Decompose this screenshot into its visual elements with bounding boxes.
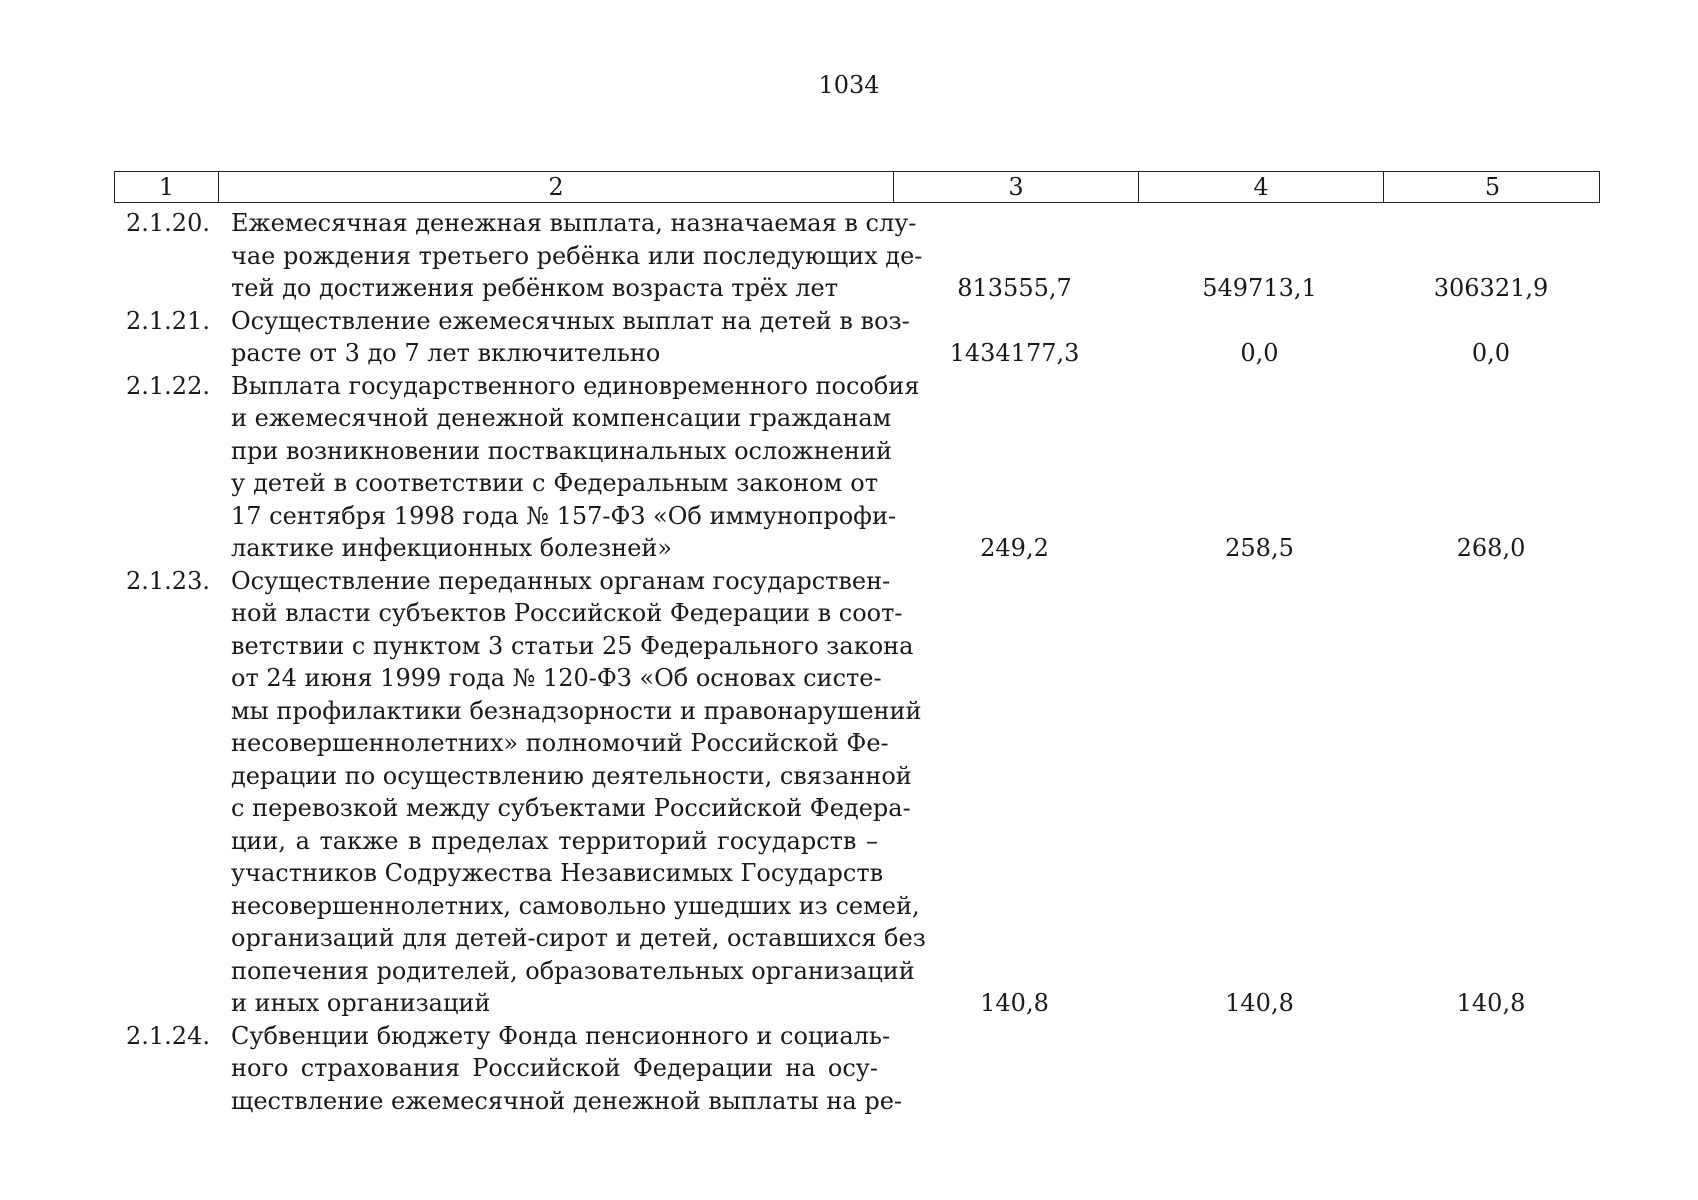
description-line: Ежемесячная денежная выплата, назначаемая в слу- xyxy=(231,209,917,237)
row-value-col3: 249,2 xyxy=(980,534,1049,562)
description-line: ции, а также в пределах территорий государств – xyxy=(231,826,878,855)
description-line: мы профилактики безнадзорности и правонарушений xyxy=(231,696,922,725)
description-line: несовершеннолетних, самовольно ушедших из семей, xyxy=(231,891,920,920)
description-line: несовершеннолетних» полномочий Российской Фе- xyxy=(231,729,889,757)
description-line: от 24 июня 1999 года № 120-ФЗ «Об основах систе- xyxy=(231,664,882,692)
description-line: организаций для детей-сирот и детей, оставшихся без xyxy=(231,924,926,952)
row-value-col5: 268,0 xyxy=(1456,534,1526,562)
description-line: и иных организаций xyxy=(231,989,491,1017)
description-line: 17 сентября 1998 года № 157-ФЗ «Об иммунопрофи- xyxy=(231,501,897,530)
description-line: дерации по осуществлению деятельности, связанной xyxy=(231,761,912,790)
row-value-col4: 258,5 xyxy=(1225,534,1294,562)
description-line: Осуществление ежемесячных выплат на детей в воз- xyxy=(231,306,910,335)
description-line: и ежемесячной денежной компенсации гражданам xyxy=(231,404,892,432)
table-row xyxy=(114,207,1600,305)
row-value-col4: 140,8 xyxy=(1225,989,1294,1017)
row-value-col3: 813555,7 xyxy=(957,274,1072,302)
description-line: с перевозкой между субъектами Российской Федера- xyxy=(231,794,911,822)
description-line: участников Содружества Независимых Государств xyxy=(231,859,884,887)
row-value-col5: 140,8 xyxy=(1456,989,1526,1017)
row-description xyxy=(217,565,926,1020)
description-line: чае рождения третьего ребёнка или последующих де- xyxy=(231,241,923,270)
table-body xyxy=(114,207,1600,1117)
table-column-header-row xyxy=(114,171,1600,203)
row-code: 2.1.22. xyxy=(126,371,210,400)
row-description xyxy=(217,370,920,565)
column-header-5: 5 xyxy=(1383,172,1601,202)
table-row xyxy=(114,370,1600,565)
row-code: 2.1.20. xyxy=(126,209,210,237)
row-value-col3: 1434177,3 xyxy=(949,339,1080,367)
row-description xyxy=(217,207,923,305)
row-code: 2.1.23. xyxy=(126,566,210,595)
description-line: ветствии с пунктом 3 статьи 25 Федерального закона xyxy=(231,631,914,660)
row-value-col4: 0,0 xyxy=(1240,339,1279,367)
description-line: при возникновении поствакцинальных осложнений xyxy=(231,436,892,465)
description-line: Выплата государственного единовременного пособия xyxy=(231,371,920,400)
row-description xyxy=(217,1020,903,1118)
description-line: Субвенции бюджету Фонда пенсионного и социаль- xyxy=(231,1021,891,1050)
row-value-col3: 140,8 xyxy=(980,989,1049,1017)
table-row xyxy=(114,565,1600,1020)
description-line: у детей в соответствии с Федеральным законом от xyxy=(231,469,878,497)
row-value-col5: 0,0 xyxy=(1471,339,1511,367)
row-description xyxy=(217,305,910,370)
column-header-4: 4 xyxy=(1138,172,1383,202)
description-line: тей до достижения ребёнком возраста трёх лет xyxy=(231,274,839,302)
description-line: ного страхования Российской Федерации на осу- xyxy=(231,1054,878,1082)
row-value-col4: 549713,1 xyxy=(1202,274,1317,302)
description-line: попечения родителей, образовательных организаций xyxy=(231,956,915,985)
row-value-col5: 306321,9 xyxy=(1433,274,1549,302)
column-header-3: 3 xyxy=(893,172,1138,202)
row-code: 2.1.24. xyxy=(126,1021,210,1050)
row-code: 2.1.21. xyxy=(126,306,210,335)
description-line: ной власти субъектов Российской Федерации в соот- xyxy=(231,599,903,627)
column-header-1: 1 xyxy=(158,173,175,201)
page-number: 1034 xyxy=(818,71,880,99)
description-line: Осуществление переданных органам государствен- xyxy=(231,566,891,595)
table-row xyxy=(114,1020,1600,1118)
table-row xyxy=(114,305,1600,370)
description-line: лактике инфекционных болезней» xyxy=(231,534,673,562)
description-line: расте от 3 до 7 лет включительно xyxy=(231,339,661,367)
description-line: ществление ежемесячной денежной выплаты на ре- xyxy=(231,1086,903,1115)
column-header-2: 2 xyxy=(218,172,893,202)
